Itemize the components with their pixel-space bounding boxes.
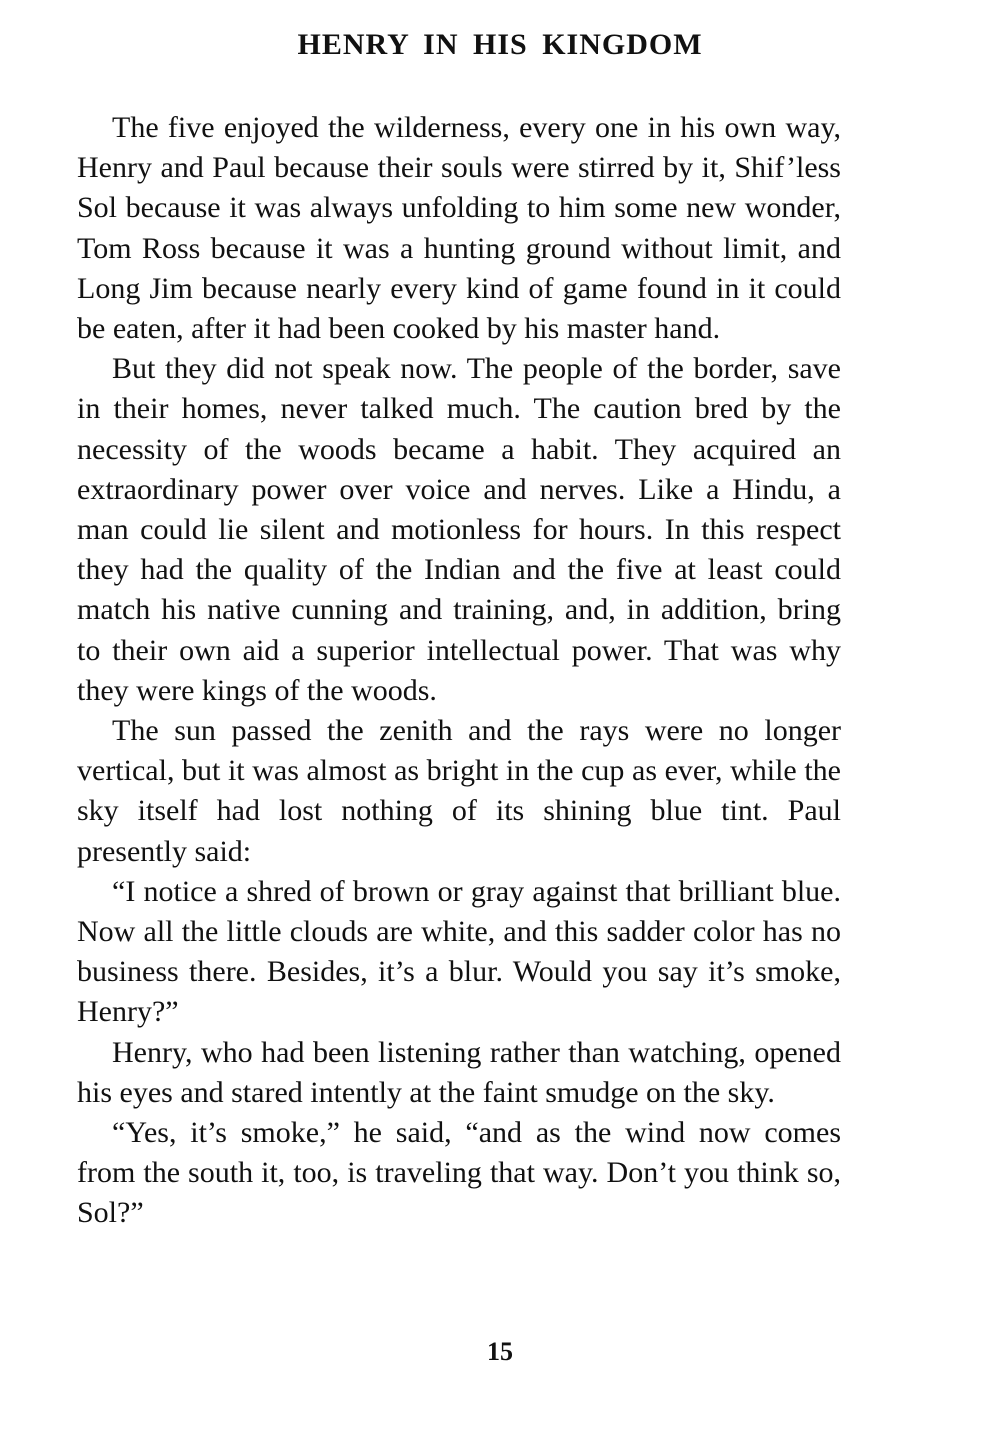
paragraph-4: “I notice a shred of brown or gray against that brilliant blue. Now all the little clouds are white, and this sadder color has no business there. Besides, it’s a blur. Would you say it’s smoke, Henry?” [77, 874, 841, 1029]
paragraph-2: But they did not speak now. The people of the border, save in their homes, never talked much. The caution bred by the necessity of the woods became a habit. They acquired an extraordinary power over voice and nerves. Like a Hindu, a man could lie silent and motionless for hours. In this respect they had the quality of the Indian and the five at least could match his native cunning and training, and, in addition, bring to their own aid a superior intellectual power. That was why they were kings of the woods. [77, 352, 841, 707]
paragraph-3: The sun passed the zenith and the rays were no longer vertical, but it was almost as bright in the cup as ever, while the sky itself had lost nothing of its shining blue tint. Paul presently said: [77, 714, 841, 868]
paragraph-1: The five enjoyed the wilderness, every one in his own way, Henry and Paul because their souls were stirred by it, Shif’less Sol because it was always unfolding to him some new wonder, Tom Ross because it was a hunting ground without limit, and Long Jim because nearly every kind of game found in it could be eaten, after it had been cooked by his master hand. [77, 111, 841, 346]
page-number: 15 [487, 1337, 513, 1366]
paragraph-6: “Yes, it’s smoke,” he said, “and as the wind now comes from the south it, too, is traveling that way. Don’t you think so, Sol?” [77, 1116, 841, 1230]
running-head: HENRY IN HIS KINGDOM [297, 28, 703, 61]
paragraph-5: Henry, who had been listening rather than watching, opened his eyes and stared intently at the faint smudge on the sky. [77, 1035, 841, 1109]
body-text [77, 108, 841, 1234]
